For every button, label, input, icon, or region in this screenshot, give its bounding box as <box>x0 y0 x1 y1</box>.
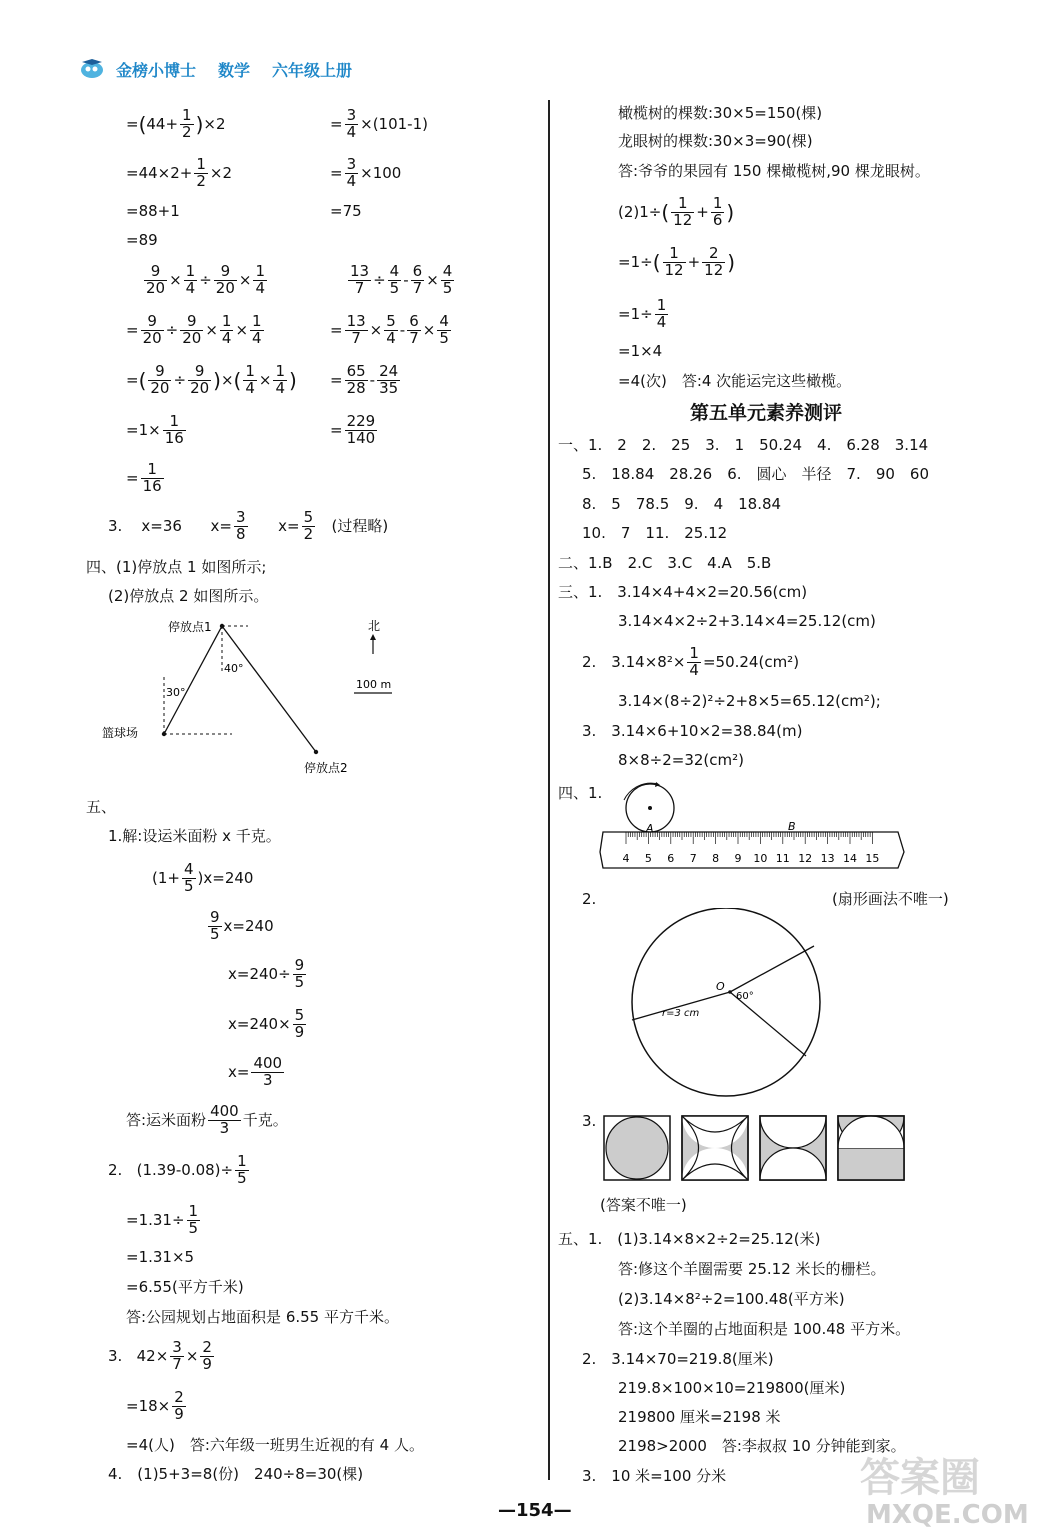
calc-line: (2)1÷( $\frac{1}{12}$ + $\frac{1}{6}$ ) <box>618 194 735 229</box>
calc-line: =75 <box>330 202 362 220</box>
answer-line: =4(人) 答:六年级一班男生近视的有 4 人。 <box>126 1436 424 1454</box>
calc-line: =1.31÷ $\frac{1}{5}$ <box>126 1202 199 1237</box>
equation-answers: 3. x=36 x= $\frac{3}{8}$ x= $\frac{5}{2}$ (过程略) <box>108 508 389 543</box>
point2-label: 停放点2 <box>304 761 348 775</box>
calc-line: =1×4 <box>618 342 663 360</box>
ruler-tick-label: 4 <box>622 852 630 865</box>
calc-line: =1.31×5 <box>126 1248 195 1266</box>
calc-line: x=240× $\frac{5}{9}$ <box>228 1006 305 1041</box>
q2-label: 2. <box>582 890 597 908</box>
calc-line: 3.14×4×2÷2+3.14×4=25.12(cm) <box>618 612 876 630</box>
calc-line: =( $\frac{9}{20}$ ÷ $\frac{9}{20}$ )×( $\frac{1}{4}$ × $\frac{1}{4}$ ) <box>126 362 297 397</box>
calc-line: $\frac{13}{7}$ ÷ $\frac{4}{5}$ - $\frac{6}{7}$ × $\frac{4}{5}$ <box>350 262 453 297</box>
calc-line: (2)3.14×8²÷2=100.48(平方米) <box>618 1290 845 1308</box>
watermark-bottom: MXQE.COM <box>866 1500 1029 1530</box>
calc-line: 3. 10 米=100 分米 <box>582 1467 727 1485</box>
calc-line: x= $\frac{400}{3}$ <box>228 1054 283 1089</box>
ruler-tick-label: 8 <box>712 852 720 865</box>
calc-line: $\frac{9}{5}$ x=240 <box>210 908 274 943</box>
center-o-label: O <box>716 980 725 993</box>
calc-line: 3. 42× $\frac{3}{7}$ × $\frac{2}{9}$ <box>108 1338 212 1373</box>
calc-line: 2. (1.39-0.08)÷ $\frac{1}{5}$ <box>108 1152 247 1187</box>
calc-line: =1÷ $\frac{1}{4}$ <box>618 296 667 331</box>
calc-line: x=240÷ $\frac{9}{5}$ <box>228 956 305 991</box>
ruler-tick-label: 9 <box>734 852 742 865</box>
calc-line: 3.14×(8÷2)²÷2+8×5=65.12(cm²); <box>618 692 881 710</box>
pattern-figures <box>602 1114 912 1184</box>
calc-line: =18× $\frac{2}{9}$ <box>126 1388 184 1423</box>
calc-line: =44×2+ $\frac{1}{2}$ ×2 <box>126 155 233 190</box>
ruler-tick-label: 12 <box>798 852 813 865</box>
calc-line: 3. 3.14×6+10×2=38.84(m) <box>582 722 803 740</box>
answer-line: 答:公园规划占地面积是 6.55 平方千米。 <box>126 1308 399 1326</box>
calc-line: = $\frac{3}{4}$ ×(101-1) <box>330 106 428 141</box>
map-figure <box>100 612 430 780</box>
scale-label: 100 m <box>356 678 392 691</box>
calc-line: 219800 厘米=2198 米 <box>618 1408 781 1426</box>
section-five: 五、 <box>86 798 117 816</box>
answer-line: 答:爷爷的果园有 150 棵橄榄树,90 棵龙眼树。 <box>618 162 930 180</box>
column-divider <box>548 100 550 1480</box>
section-four-label: 四、1. <box>558 784 603 802</box>
q3-note: (答案不唯一) <box>600 1196 687 1214</box>
calc-line: = $\frac{3}{4}$ ×100 <box>330 155 402 190</box>
calc-line: 2. 3.14×70=219.8(厘米) <box>582 1350 774 1368</box>
angle-30-label: 30° <box>166 686 186 699</box>
section-four-1: 四、(1)停放点 1 如图所示; <box>86 558 267 576</box>
point1-label: 停放点1 <box>168 620 212 634</box>
court-label: 篮球场 <box>102 726 139 740</box>
calc-line: $\frac{9}{20}$ × $\frac{1}{4}$ ÷ $\frac{9}{20}$ × $\frac{1}{4}$ <box>146 262 266 297</box>
answer-row: 10. 7 11. 25.12 <box>582 524 728 542</box>
watermark-top: 答案圈 <box>860 1455 980 1501</box>
calc-line: = $\frac{65}{28}$ - $\frac{24}{35}$ <box>330 362 399 397</box>
pattern-2 <box>682 1116 748 1180</box>
subject-name: 数学 <box>218 60 251 80</box>
calc-line: = $\frac{13}{7}$ × $\frac{5}{4}$ - $\frac{6}{7}$ × $\frac{4}{5}$ <box>330 312 449 347</box>
calc-line: = $\frac{1}{16}$ <box>126 460 162 495</box>
answer-row: 二、1.B 2.C 3.C 4.A 5.B <box>558 554 772 572</box>
radius-label: r=3 cm <box>662 1008 700 1019</box>
section-four-2: (2)停放点 2 如图所示。 <box>108 587 269 605</box>
ruler-figure <box>598 782 908 870</box>
ruler-tick-label: 11 <box>775 852 790 865</box>
pattern-1 <box>604 1116 670 1180</box>
calc-line: =(44+ $\frac{1}{2}$ )×2 <box>126 106 226 141</box>
calc-line: 8×8÷2=32(cm²) <box>618 751 744 769</box>
ruler-tick-label: 15 <box>865 852 880 865</box>
unit-five-title: 第五单元素养测评 <box>690 402 843 424</box>
ruler-tick-label: 7 <box>689 852 697 865</box>
mascot-logo-icon <box>78 58 106 80</box>
north-arrow-icon <box>370 634 376 640</box>
calc-line: =6.55(平方千米) <box>126 1278 244 1296</box>
north-label: 北 <box>368 619 381 633</box>
calc-line: 219.8×100×10=219800(厘米) <box>618 1379 846 1397</box>
calc-line: = $\frac{9}{20}$ ÷ $\frac{9}{20}$ × $\frac{1}{4}$ × $\frac{1}{4}$ <box>126 312 262 347</box>
calc-line: (1+ $\frac{4}{5}$ )x=240 <box>152 860 254 895</box>
answer-line: 答:运米面粉 $\frac{400}{3}$ 千克。 <box>126 1102 288 1137</box>
answer-line: 答:这个羊圈的占地面积是 100.48 平方米。 <box>618 1320 911 1338</box>
answer-line: 答:修这个羊圈需要 25.12 米长的栅栏。 <box>618 1260 886 1278</box>
calc-line: 橄榄树的棵数:30×5=150(棵) <box>618 104 823 122</box>
ruler-tick-label: 6 <box>667 852 675 865</box>
calc-line: = $\frac{229}{140}$ <box>330 412 376 447</box>
page-header <box>78 56 374 82</box>
ruler-tick-label: 13 <box>820 852 835 865</box>
answer-line: 2198>2000 答:李叔叔 10 分钟能到家。 <box>618 1437 906 1455</box>
page-number: —154— <box>498 1500 572 1521</box>
answer-row: 8. 5 78.5 9. 4 18.84 <box>582 495 782 513</box>
answer-row: 一、1. 2 2. 25 3. 1 50.24 4. 6.28 3.14 <box>558 436 929 454</box>
angle-40-label: 40° <box>224 662 244 675</box>
ruler-tick-label: 5 <box>644 852 652 865</box>
ruler-tick-label: 14 <box>843 852 857 865</box>
point-a-label: A <box>646 822 654 835</box>
q1-setup: 1.解:设运米面粉 x 千克。 <box>108 827 281 845</box>
answer-row: 5. 18.84 28.26 6. 圆心 半径 7. 90 60 <box>582 465 929 483</box>
circle-figure <box>618 908 834 1098</box>
q3-label: 3. <box>582 1112 597 1130</box>
calc-line: =88+1 <box>126 202 180 220</box>
calc-line: 龙眼树的棵数:30×3=90(棵) <box>618 132 813 150</box>
ruler-tick-label: 10 <box>753 852 768 865</box>
brand-name: 金榜小博士 <box>116 60 197 80</box>
calc-line: 三、1. 3.14×4+4×2=20.56(cm) <box>558 583 808 601</box>
answer-line: =4(次) 答:4 次能运完这些橄榄。 <box>618 372 852 390</box>
point-b-label: B <box>788 820 796 833</box>
calc-line: =1÷( $\frac{1}{12}$ + $\frac{2}{12}$ ) <box>618 244 736 279</box>
sector-angle-label: 60° <box>736 991 754 1002</box>
calc-line: =1× $\frac{1}{16}$ <box>126 412 184 447</box>
calc-line: 2. 3.14×8²× $\frac{1}{4}$ =50.24(cm²) <box>582 644 800 679</box>
calc-line: 4. (1)5+3=8(份) 240÷8=30(棵) <box>108 1465 364 1483</box>
pattern-4 <box>838 1116 904 1180</box>
grade-name: 六年级上册 <box>272 60 353 80</box>
calc-line: 五、1. (1)3.14×8×2÷2=25.12(米) <box>558 1230 821 1248</box>
q2-note: (扇形画法不唯一) <box>832 890 949 908</box>
calc-line: =89 <box>126 231 158 249</box>
ruler-ticks <box>623 832 880 865</box>
pattern-3 <box>760 1116 826 1180</box>
